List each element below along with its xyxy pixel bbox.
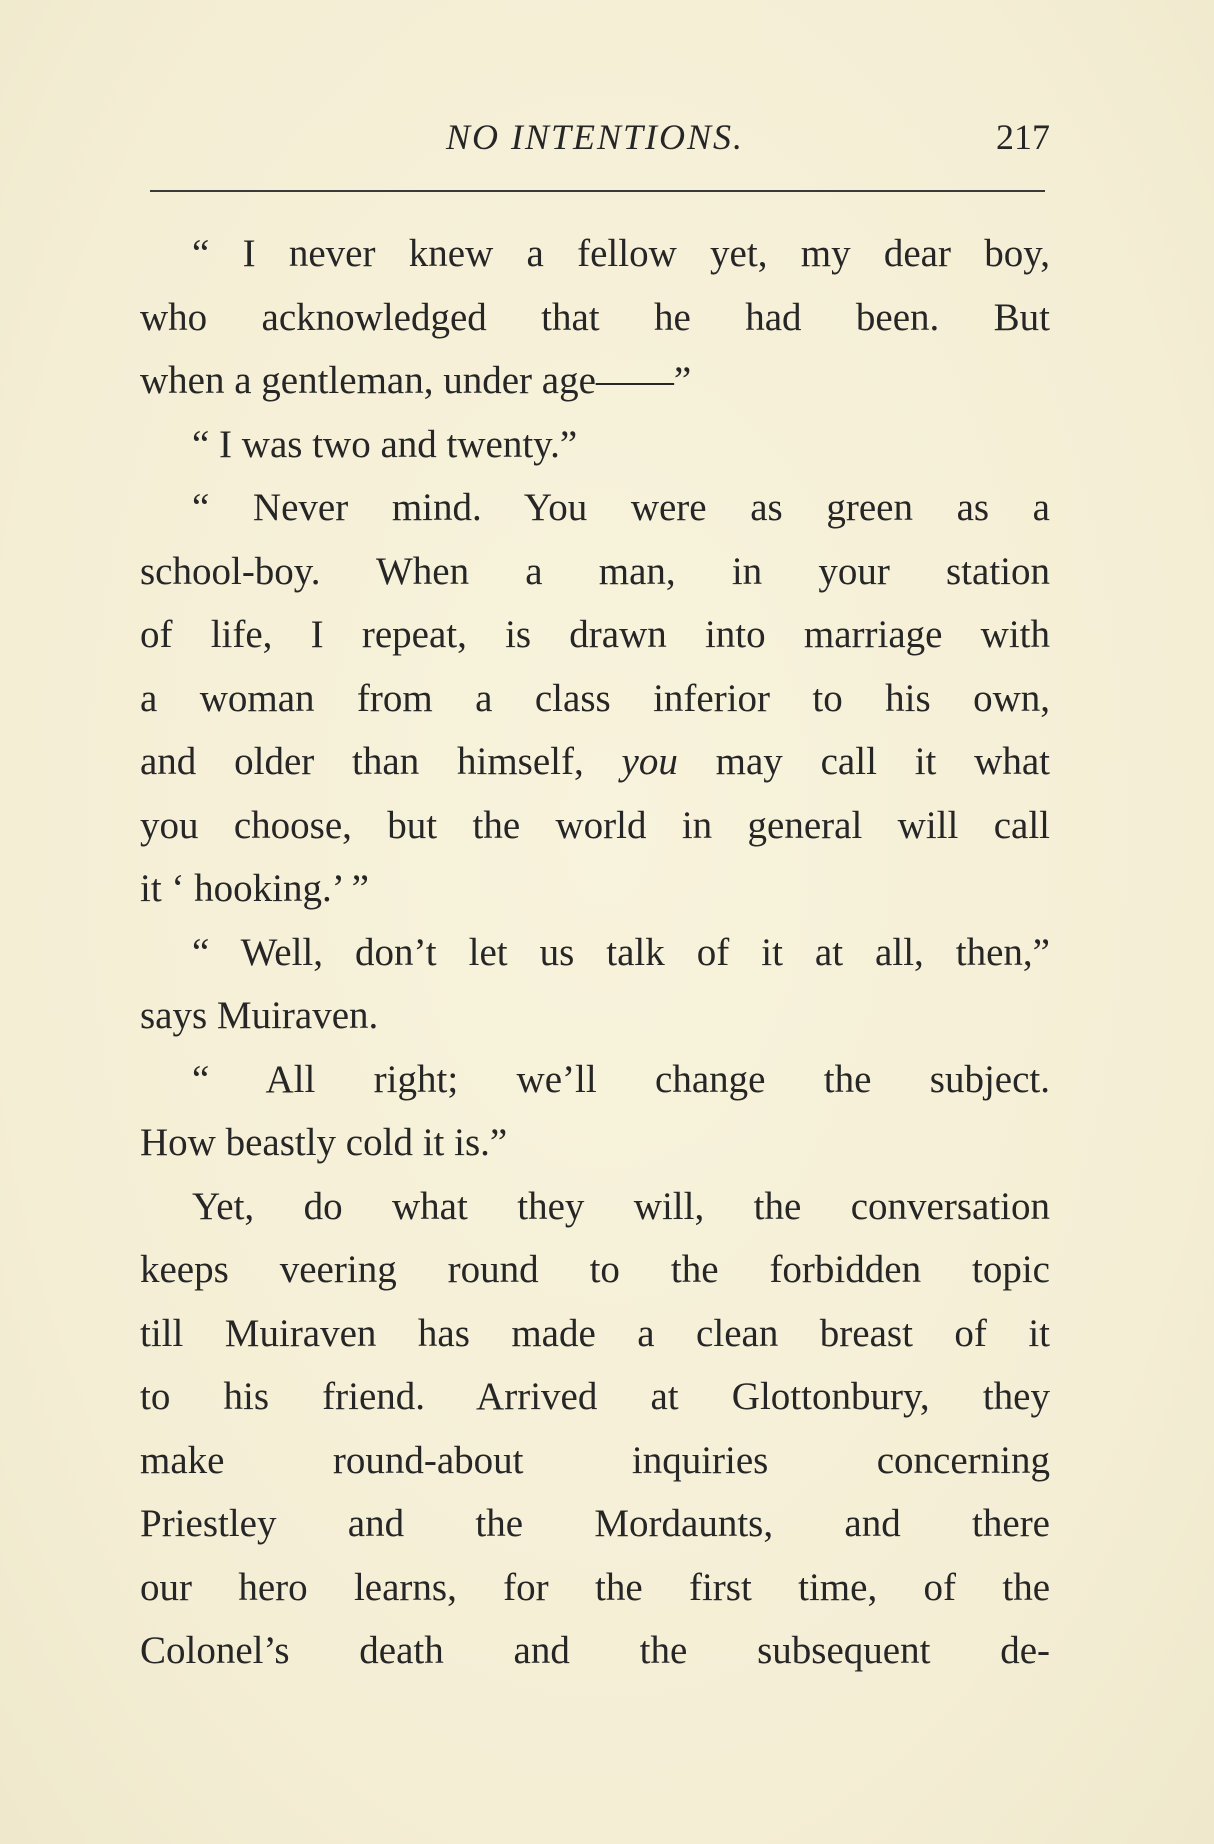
text-line: How beastly cold it is.”	[140, 1121, 508, 1164]
text-line: “ Well, don’t let us talk of it at all, then,”	[192, 930, 1050, 974]
text-segment: may call it what	[677, 740, 1050, 783]
text-line: till Muiraven has made a clean breast of it	[140, 1311, 1050, 1355]
text-line: says Muiraven.	[140, 994, 379, 1037]
text-line: when a gentleman, under age——”	[140, 359, 692, 402]
text-line: school-boy. When a man, in your station	[140, 549, 1050, 593]
text-line: keeps veering round to the forbidden topic	[140, 1248, 1050, 1291]
text-line: Colonel’s death and the subsequent de-	[140, 1629, 1050, 1672]
text-line: “ I never knew a fellow yet, my dear boy,	[192, 232, 1050, 275]
text-line: “ All right; we’ll change the subject.	[192, 1057, 1050, 1101]
text-segment: and older than himself,	[140, 740, 622, 783]
body-text	[140, 222, 1050, 1683]
italic-word: you	[621, 740, 678, 783]
text-line: you choose, but the world in general will call	[140, 803, 1050, 847]
running-head	[140, 112, 1050, 162]
text-line	[140, 730, 1050, 794]
text-line: Priestley and the Mordaunts, and there	[140, 1502, 1050, 1545]
text-line: “ Never mind. You were as green as a	[192, 486, 1050, 529]
page-number: 217	[996, 117, 1050, 157]
text-line: our hero learns, for the first time, of the	[140, 1565, 1050, 1609]
running-title: NO INTENTIONS.	[445, 117, 745, 157]
text-line: a woman from a class inferior to his own,	[140, 676, 1050, 720]
text-line: “ I was two and twenty.”	[192, 422, 578, 466]
text-line: of life, I repeat, is drawn into marriage with	[140, 613, 1050, 656]
text-line: Yet, do what they will, the conversation	[192, 1184, 1050, 1228]
text-line: make round-about inquiries concerning	[140, 1438, 1050, 1482]
text-line: who acknowledged that he had been. But	[140, 295, 1050, 339]
text-line: to his friend. Arrived at Glottonbury, they	[140, 1375, 1050, 1418]
text-line: it ‘ hooking.’ ”	[140, 867, 369, 910]
header-rule	[150, 190, 1045, 192]
